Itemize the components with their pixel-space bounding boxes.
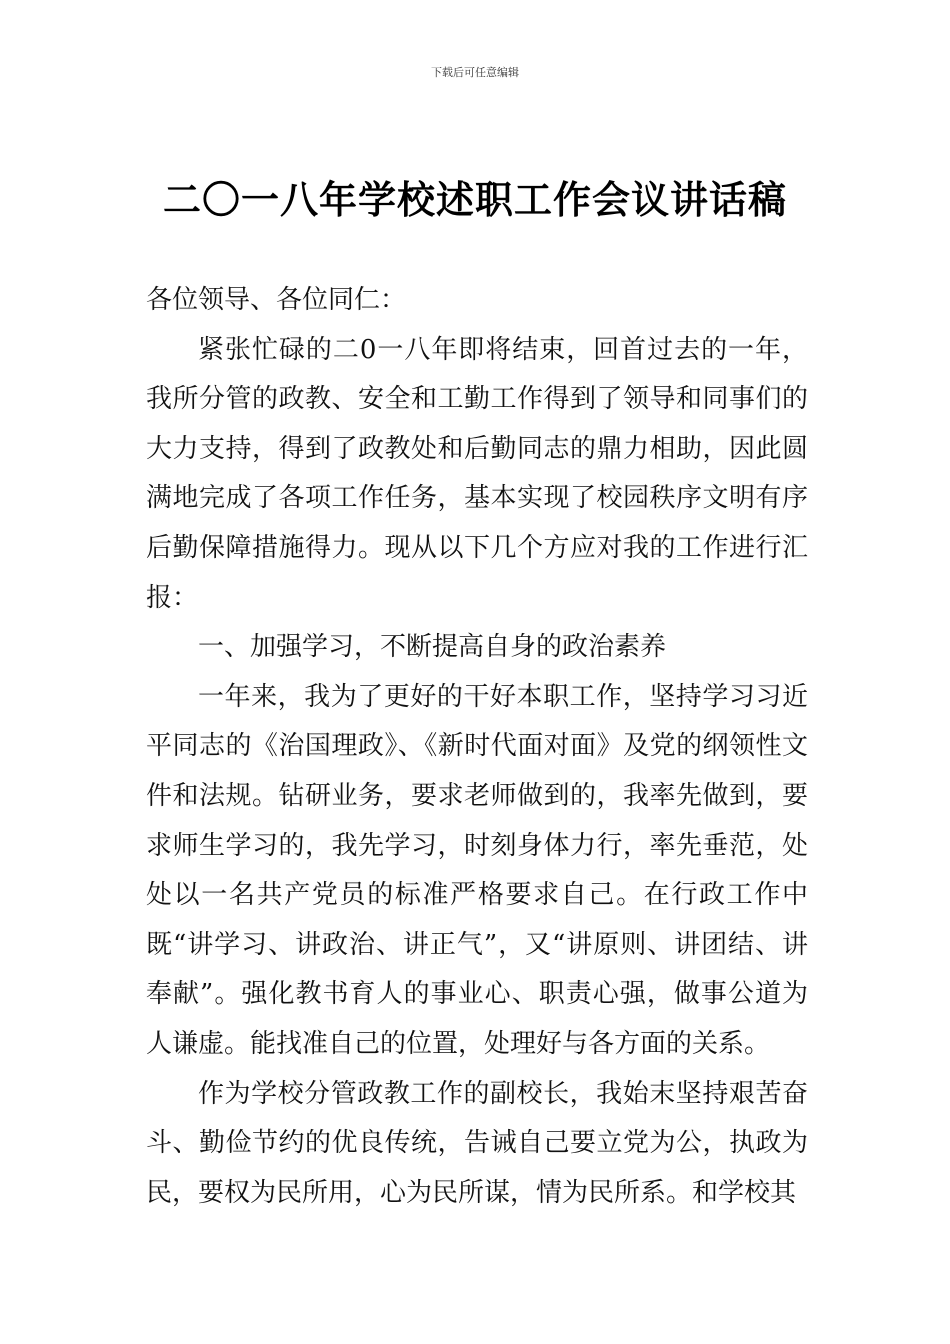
paragraph-study: 一年来，我为了更好的干好本职工作，坚持学习习近平同志的《治国理政》、《新时代面对面》及党的纲领性文件和法规。钻研业务，要求老师做到的，我率先做到，要求师生学习的，我先学习，时刻身体力行，率先垂范，处处以一名共产党员的标准严格要求自己。在行政工作中既“讲学习、讲政治、讲正气”，又“讲原则、讲团结、讲奉献”。强化教书育人的事业心、职责心强，做事公道为人谦虚。能找准自己的位置，处理好与各方面的关系。 xyxy=(146,681,808,1059)
header-note: 下载后可任意编辑 xyxy=(431,66,519,79)
document-title: 二〇一八年学校述职工作会议讲话稿 xyxy=(162,178,787,222)
document-body xyxy=(146,276,808,1218)
paragraph-role: 作为学校分管政教工作的副校长，我始末坚持艰苦奋斗、勤俭节约的优良传统，告诫自己要立党为公，执政为民，要权为民所用，心为民所谋，情为民所系。和学校其 xyxy=(146,1078,808,1208)
paragraph-intro: 紧张忙碌的二0一八年即将结束，回首过去的一年，我所分管的政教、安全和工勤工作得到了领导和同事们的大力支持，得到了政教处和后勤同志的鼎力相助，因此圆满地完成了各项工作任务，基本实现了校园秩序文明有序后勤保障措施得力。现从以下几个方应对我的工作进行汇报： xyxy=(146,334,808,613)
salutation: 各位领导、各位同仁： xyxy=(146,285,407,315)
section-heading-1: 一、加强学习，不断提高自身的政治素养 xyxy=(198,632,667,663)
